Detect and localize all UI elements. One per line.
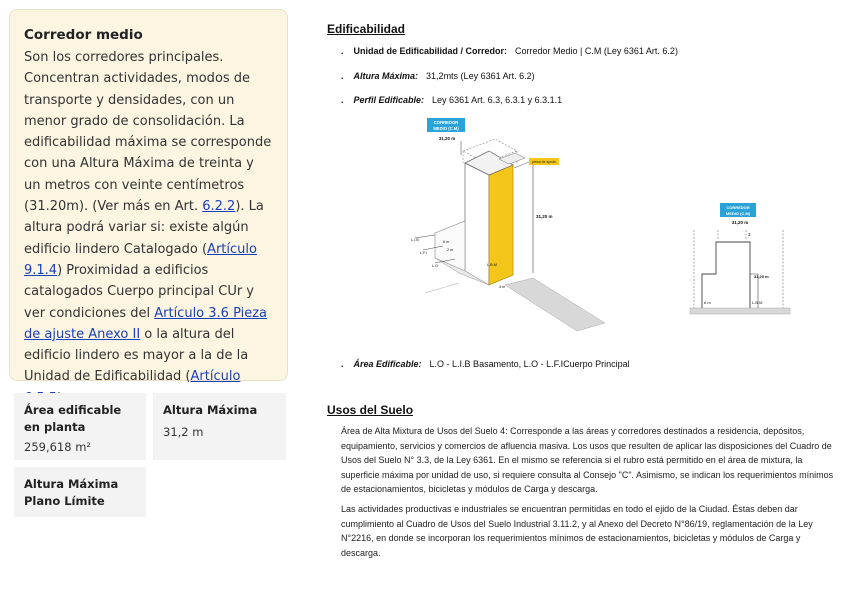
bullet-dot: . <box>341 71 344 81</box>
description-text: ) Proximidad a edificios catalogados Cuerpo principal CUr y ver condiciones del <box>24 262 255 321</box>
link-art-6-2-2[interactable]: 6.2.2 <box>202 199 236 215</box>
link-art-6-5-5[interactable]: Artículo <box>190 369 241 385</box>
link-art-3-6[interactable]: Artículo 3.6 Pieza de ajuste Anexo II <box>24 305 268 342</box>
unidad-label: Unidad de Edificabilidad / Corredor: <box>353 46 508 56</box>
zone-description <box>24 47 273 409</box>
section-6m: 6 m <box>704 300 711 305</box>
tag-line-1: CORREDOR <box>433 120 459 125</box>
section-ground <box>690 308 790 314</box>
perfil-value: Ley 6361 Art. 6.3, 6.3.1 y 6.3.1.1 <box>432 95 563 105</box>
area-label: Área Edificable: <box>353 359 422 369</box>
tower-front <box>465 163 489 285</box>
section-3: 3 <box>748 232 751 237</box>
section-height: 31,20 m <box>731 220 749 225</box>
tag-height: 31,20 m <box>438 136 456 141</box>
usos-paragraph-2: Las actividades productivas e industriales se encuentran permitidas en todo el ejido de la Ciudad. Éstas deben dar cumplimiento al Cuadro de Usos del Suelo Industrial 3.11.2, y al Anexo del Decreto N°86/19, reglamentación de la Ley N°2216, en donde se incorporan los requerimientos mínimos de estacionamientos, bicicletas y módulos de Carga y descarga. <box>341 504 813 558</box>
podium <box>435 221 465 271</box>
bullet-altura <box>341 71 535 81</box>
usos-heading: Usos del Suelo <box>327 403 414 417</box>
section-lbm: L.B.M <box>752 300 763 305</box>
stat-label: Altura Máxima Plano Límite <box>24 477 119 508</box>
unidad-value: Corredor Medio | C.M (Ley 6361 Art. 6.2) <box>515 46 678 56</box>
dim-3m: 3 m <box>499 285 506 289</box>
bullet-dot: . <box>341 46 344 56</box>
stat-label: Altura Máxima <box>163 403 258 417</box>
ground-shadow <box>505 278 605 331</box>
stat-label: Área edificable en planta <box>24 403 122 434</box>
edificabilidad-heading: Edificabilidad <box>327 22 406 36</box>
bullet-unidad <box>341 46 678 56</box>
stat-value: 259,618 m² <box>24 440 92 454</box>
section-dim: 31,20 m <box>754 274 769 279</box>
altura-value: 31,2mts (Ley 6361 Art. 6.2) <box>426 71 535 81</box>
description-text: ). La altura podrá variar si: existe algún edificio lindero Catalogado ( <box>24 199 264 257</box>
usos-paragraph-1: Área de Alta Mixtura de Usos del Suelo 4: Corresponde a las áreas y corredores destinados a residencia, depósitos, equipamiento, servicios y comercios de afluencia masiva. Los usos que resulten de aplicar las disposiciones del Cuadro de Usos del Suelo N° 3.3, de la Ley 6361. En el mismo se referencia si el rubro está permitido en el área de mixtura, la superficie máxima por unidad de uso, si requiere consulta al Consejo "C". Asimismo, se indican los requerimientos mínimos de estacionamientos, bicicletas y módulos de Carga y descarga. <box>341 426 834 494</box>
description-text: Son los corredores principales. Concentran actividades, modos de transporte y densidades, con un menor grado de consolidación. La edificabilidad máxima se corresponde con una Altura Máxima de treinta y un metros con veinte centímetros (31.20m). (Ver más en Art. <box>24 50 272 215</box>
section-profile-diagram <box>688 200 798 320</box>
dim-lbm: L.B.M <box>487 263 497 267</box>
section-tag-line-2: MEDIO (C.M) <box>725 211 751 216</box>
zone-title: Corredor medio <box>24 27 143 43</box>
dim-2m: 2 m <box>447 248 454 252</box>
bullet-area <box>341 359 630 369</box>
section-tag-line-1: CORREDOR <box>726 205 750 210</box>
dim-lfi: L.F.I <box>420 251 428 255</box>
bullet-dot: . <box>341 95 344 105</box>
dim-lo: L.O <box>432 264 439 268</box>
zone-info-card <box>9 9 288 385</box>
description-text: o la altura del edificio lindero es mayor a la de la Unidad de Edificabilidad ( <box>24 326 249 385</box>
bullet-dot: . <box>341 359 344 369</box>
stat-area-edificable <box>14 393 146 460</box>
link-art-9-1-4[interactable]: Artículo 9.1.4 <box>24 241 257 278</box>
dim-lib: L.I.B <box>411 238 419 242</box>
perfil-label: Perfil Edificable: <box>353 95 425 105</box>
main-dim: 31,20 m <box>536 214 553 219</box>
building-profile-diagram <box>395 113 630 338</box>
bullet-perfil <box>341 95 562 105</box>
tower-side-yellow <box>489 165 513 285</box>
stat-value: 31,2 m <box>163 425 204 439</box>
section-outline <box>702 242 750 308</box>
tag-line-2: MEDIO (C.M) <box>433 126 459 131</box>
stat-altura-plano-limite <box>14 467 146 517</box>
stat-altura-maxima <box>153 393 286 460</box>
altura-label: Altura Máxima: <box>353 71 419 81</box>
area-value: L.O - L.I.B Basamento, L.O - L.F.ICuerpo Principal <box>429 359 630 369</box>
dim-6m: 6 m <box>443 240 450 244</box>
yellow-piece-label: pieza de ajuste <box>532 160 556 165</box>
